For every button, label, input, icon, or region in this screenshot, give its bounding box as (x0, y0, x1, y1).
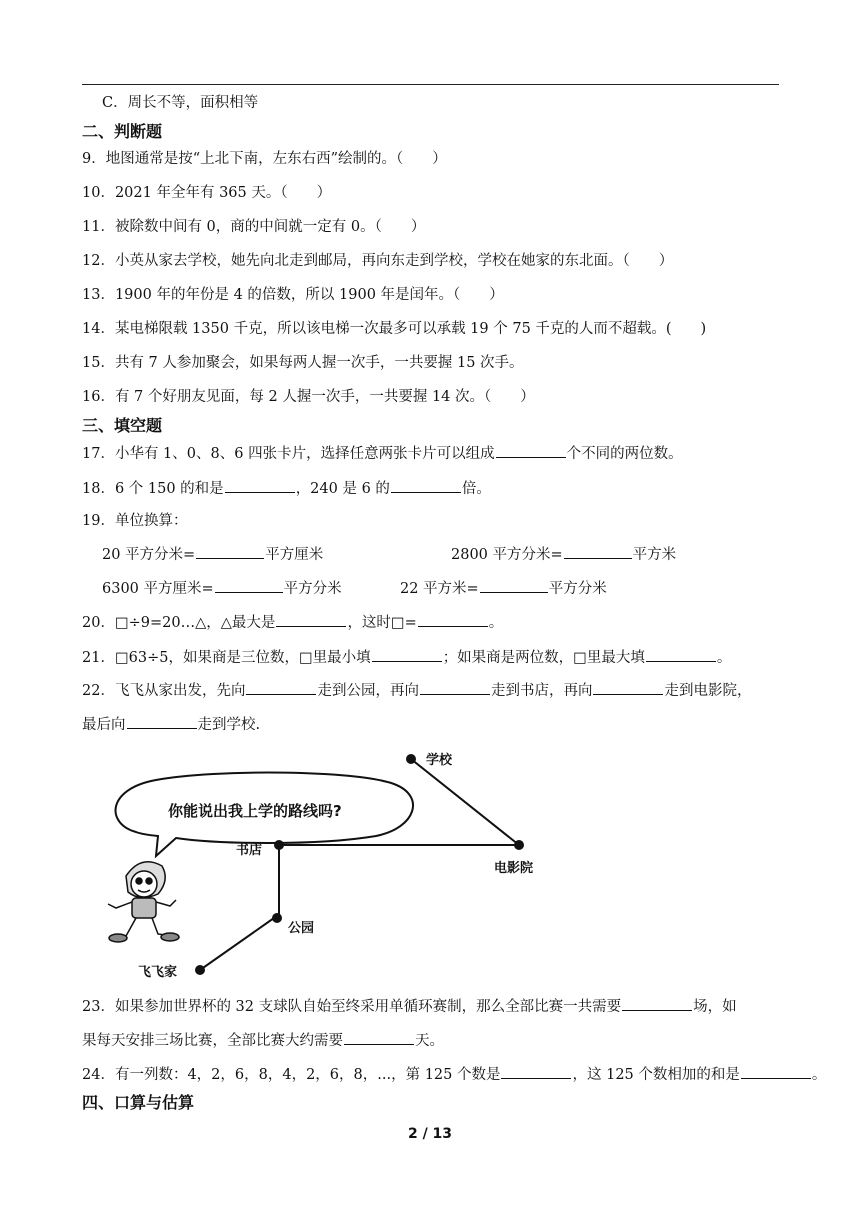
q22-text-d: 走到电影院， (664, 683, 752, 699)
q22-text-a: 22．飞飞从家出发，先向 (82, 683, 246, 699)
q20-text-b: ，这时□= (347, 615, 417, 631)
q17-text-b: 个不同的两位数。 (566, 446, 683, 462)
q22-text-e: 最后向 (82, 717, 126, 733)
answer-blank[interactable] (196, 544, 264, 559)
home-point (195, 965, 205, 975)
question-21 (82, 647, 731, 668)
question-12: 12．小英从家去学校，她先向北走到邮局，再向东走到学校，学校在她家的东北面。（ ） (82, 253, 674, 269)
question-16: 16．有 7 个好朋友见面，每 2 人握一次手，一共要握 14 次。（ ） (82, 389, 535, 405)
answer-blank[interactable] (225, 478, 295, 493)
answer-blank[interactable] (501, 1064, 571, 1079)
answer-blank[interactable] (480, 578, 548, 593)
q24-text-b: ，这 125 个数相加的和是 (572, 1067, 740, 1083)
question-22-line-2 (82, 714, 260, 735)
question-18 (82, 478, 491, 499)
answer-blank[interactable] (391, 478, 461, 493)
boy-illustration (108, 862, 179, 942)
park-label: 公园 (288, 921, 315, 936)
speech-text: 你能说出我上学的路线吗? (168, 802, 342, 820)
answer-blank[interactable] (344, 1030, 414, 1045)
header-rule (82, 84, 779, 85)
answer-blank[interactable] (646, 647, 716, 662)
question-15: 15．共有 7 人参加聚会，如果每两人握一次手，一共要握 15 次手。 (82, 355, 524, 371)
answer-blank[interactable] (741, 1064, 811, 1079)
section-heading-judgment: 二、判断题 (82, 122, 163, 141)
home-label: 飞飞家 (138, 965, 178, 980)
section-heading-fill: 三、填空题 (82, 416, 163, 435)
question-10: 10．2021 年全年有 365 天。（ ） (82, 185, 332, 201)
q23-text-b: 场，如 (693, 999, 737, 1015)
section-heading-mental-math: 四、口算与估算 (82, 1093, 195, 1112)
q20-text-c: 。 (488, 615, 504, 631)
q19-item-3-unit: 平方分米 (283, 581, 342, 597)
q19-item-3-text: 6300 平方厘米= (102, 581, 214, 597)
question-14: 14．某电梯限载 1350 千克，所以该电梯一次最多可以承载 19 个 75 千克的人而不超载。( ) (82, 321, 707, 337)
q21-text-c: 。 (716, 650, 732, 666)
answer-blank[interactable] (420, 680, 490, 695)
question-23-line-1 (82, 996, 737, 1017)
page-number: 2 / 13 (407, 1126, 453, 1142)
question-22-line-1 (82, 680, 751, 701)
q19-item-1-unit: 平方厘米 (265, 547, 324, 563)
bookstore-label: 书店 (236, 843, 263, 858)
q18-text-c: 倍。 (461, 481, 491, 497)
answer-blank[interactable] (564, 544, 632, 559)
q17-text-a: 17．小华有 1、0、8、6 四张卡片，选择任意两张卡片可以组成 (82, 446, 495, 462)
answer-blank[interactable] (276, 612, 346, 627)
q19-item-2 (451, 544, 676, 565)
q23-text-c: 果每天安排三场比赛，全部比赛大约需要 (82, 1033, 343, 1049)
option-c: C．周长不等，面积相等 (102, 95, 259, 111)
q18-text-a: 18．6 个 150 的和是 (82, 481, 224, 497)
school-label: 学校 (426, 753, 453, 768)
question-24 (82, 1064, 826, 1085)
q22-text-f: 走到学校. (197, 717, 261, 733)
answer-blank[interactable] (215, 578, 283, 593)
question-23-line-2 (82, 1030, 444, 1051)
park-point (272, 913, 282, 923)
q22-text-c: 走到书店，再向 (490, 683, 593, 699)
q21-text-a: 21．□63÷5，如果商是三位数，□里最小填 (82, 650, 371, 666)
question-17 (82, 443, 683, 464)
answer-blank[interactable] (622, 996, 692, 1011)
speech-bubble (116, 773, 413, 856)
answer-blank[interactable] (496, 443, 566, 458)
q23-text-a: 23．如果参加世界杯的 32 支球队自始至终采用单循环赛制，那么全部比赛一共需要 (82, 999, 622, 1015)
q21-text-b: ；如果商是两位数，□里最大填 (442, 650, 645, 666)
q19-item-4 (400, 578, 607, 599)
q24-text-a: 24．有一列数：4，2，6，8，4，2，6，8，...，第 125 个数是 (82, 1067, 501, 1083)
q20-text-a: 20．□÷9=20…△，△最大是 (82, 615, 276, 631)
q19-item-4-text: 22 平方米= (400, 581, 479, 597)
q23-text-d: 天。 (415, 1033, 444, 1049)
q24-text-c: 。 (811, 1067, 827, 1083)
q19-item-1-text: 20 平方分米= (102, 547, 196, 563)
bookstore-point (274, 840, 284, 850)
question-13: 13．1900 年的年份是 4 的倍数，所以 1900 年是闰年。（ ） (82, 287, 504, 303)
question-11: 11．被除数中间有 0，商的中间就一定有 0。（ ） (82, 219, 426, 235)
q19-item-2-text: 2800 平方分米= (451, 547, 563, 563)
cinema-label: 电影院 (494, 861, 534, 876)
q19-item-1 (102, 544, 323, 565)
cinema-point (514, 840, 524, 850)
question-19: 19．单位换算： (82, 513, 188, 529)
q19-item-2-unit: 平方米 (632, 547, 677, 563)
question-20 (82, 612, 503, 633)
route-map (96, 744, 556, 984)
answer-blank[interactable] (127, 714, 197, 729)
q19-item-4-unit: 平方分米 (548, 581, 607, 597)
answer-blank[interactable] (418, 612, 488, 627)
school-point (406, 754, 416, 764)
q22-text-b: 走到公园，再向 (317, 683, 419, 699)
route-figure (96, 744, 556, 984)
answer-blank[interactable] (593, 680, 663, 695)
question-9: 9．地图通常是按“上北下南，左东右西”绘制的。（ ） (82, 151, 447, 167)
answer-blank[interactable] (246, 680, 316, 695)
q19-item-3 (102, 578, 342, 599)
answer-blank[interactable] (372, 647, 442, 662)
q18-text-b: ，240 是 6 的 (295, 481, 390, 497)
